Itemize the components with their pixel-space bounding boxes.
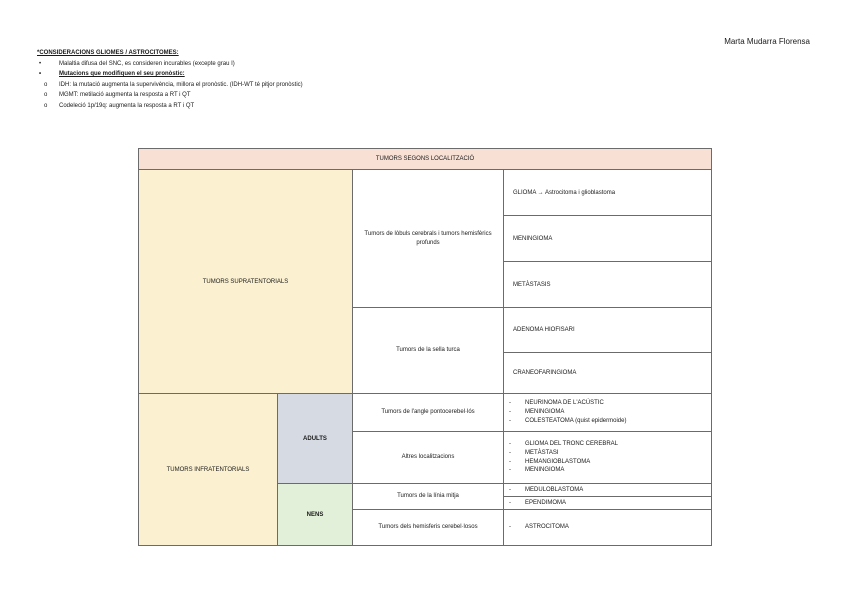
location-cell: Tumors de lòbuls cerebrals i tumors hemisfèrics profunds — [353, 170, 504, 308]
infratentorial-label: TUMORS INFRATENTORIALS — [139, 394, 278, 546]
location-cell: Tumors de la sella turca — [353, 308, 504, 394]
adults-label: ADULTS — [278, 394, 353, 484]
tumor-list-cell — [504, 432, 712, 484]
notes-list — [37, 59, 303, 112]
tumor-item: - GLIOMA DEL TRONC CEREBRAL — [508, 440, 707, 449]
note-subbullet: o IDH: la mutació augmenta la supervivència, millora el pronòstic. (IDH-WT té pitjor pronòstic) — [37, 80, 303, 91]
tumor-item: - ASTROCITOMA — [508, 523, 707, 532]
location-cell: Altres localitzacions — [353, 432, 504, 484]
tumor-cell: ADENOMA HIOFISARI — [504, 308, 712, 353]
note-bullet: • Malaltia difusa del SNC, es consideren incurables (excepte grau I) — [37, 59, 303, 70]
tumor-item: - MENINGIOMA — [508, 466, 707, 475]
author-name: Marta Mudarra Florensa — [724, 37, 810, 46]
location-cell: Tumors de la línia mitja — [353, 484, 504, 510]
notes-section — [37, 48, 303, 111]
tumor-item: - MEDULOBLASTOMA — [508, 486, 707, 495]
tumor-item: - COLESTEATOMA (quist epidermoide) — [508, 417, 707, 426]
table-title: TUMORS SEGONS LOCALITZACIÓ — [139, 149, 712, 170]
location-cell: Tumors dels hemisferis cerebel·losos — [353, 510, 504, 546]
tumor-item: - HEMANGIOBLASTOMA — [508, 458, 707, 467]
tumor-cell: CRANEOFARINGIOMA — [504, 353, 712, 394]
tumor-cell: GLIOMA → Astrocitoma i glioblastoma — [504, 170, 712, 216]
tumor-list-cell — [504, 394, 712, 432]
tumor-cell: METÀSTASIS — [504, 262, 712, 308]
tumors-table — [138, 148, 712, 546]
note-subbullet: o Codeleció 1p/19q: augmenta la resposta a RT i QT — [37, 101, 303, 112]
tumor-cell: MENINGIOMA — [504, 216, 712, 262]
tumor-item: - EPENDIMOMA — [508, 499, 707, 508]
tumor-list-cell — [504, 484, 712, 497]
nens-label: NENS — [278, 484, 353, 546]
notes-heading: *CONSIDERACIONS GLIOMES / ASTROCITOMES: — [37, 50, 179, 56]
tumor-item: - MENINGIOMA — [508, 408, 707, 417]
tumor-item: - NEURINOMA DE L'ACÚSTIC — [508, 399, 707, 408]
tumor-list-cell — [504, 510, 712, 546]
tumor-list-cell — [504, 497, 712, 510]
tumor-item: - METÀSTASI — [508, 449, 707, 458]
note-subbullet: o MGMT: metilació augmenta la resposta a RT i QT — [37, 90, 303, 101]
location-cell: Tumors de l'angle pontocerebel·lós — [353, 394, 504, 432]
note-bullet: • Mutacions que modifiquen el seu pronòstic: — [37, 69, 303, 80]
supratentorial-label: TUMORS SUPRATENTORIALS — [139, 170, 353, 394]
